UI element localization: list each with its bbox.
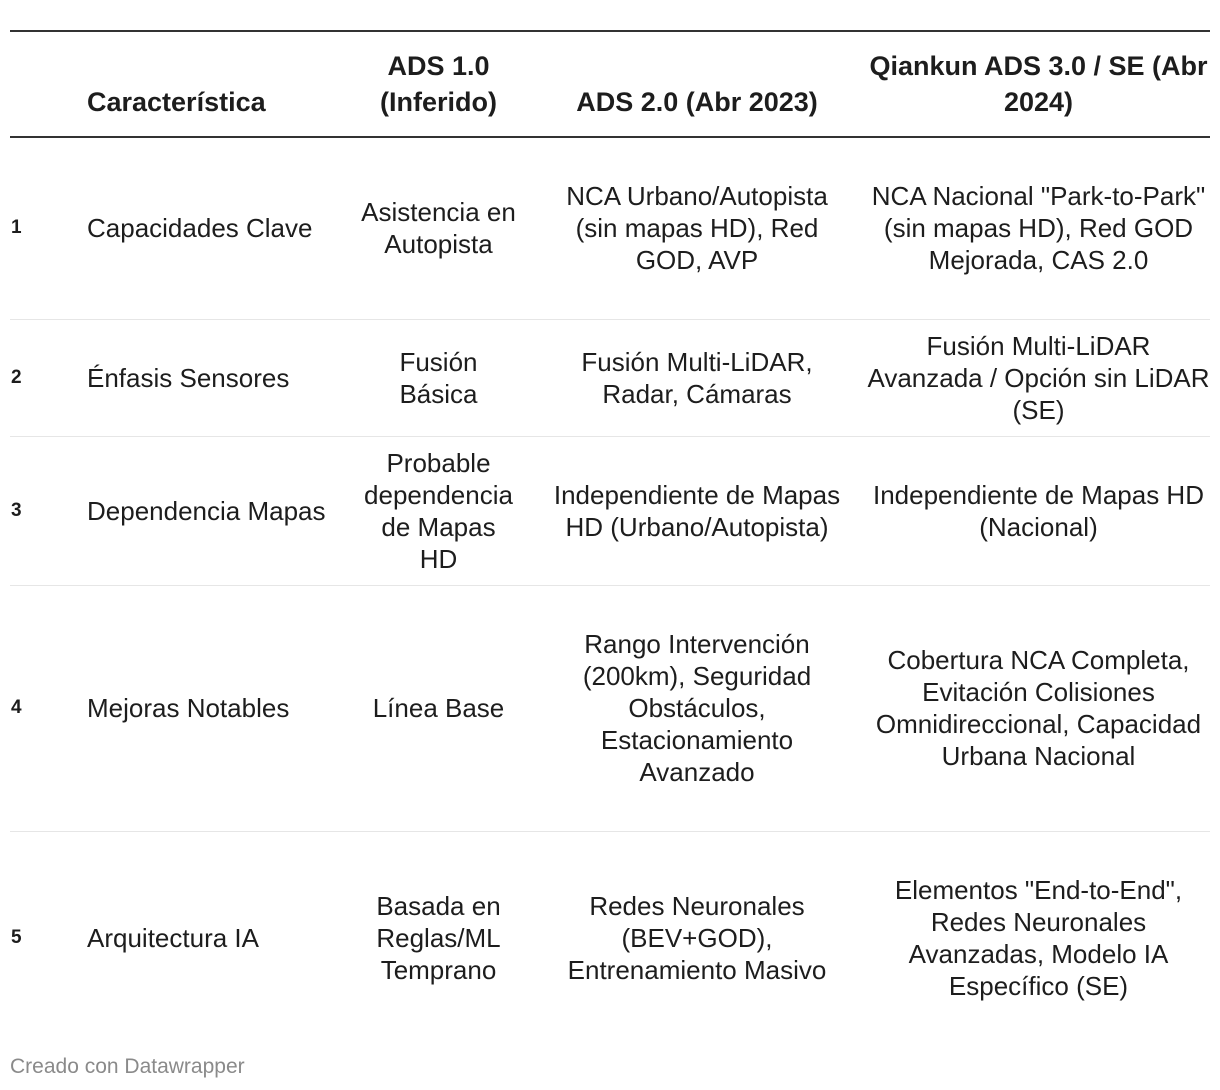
table-row: [10, 436, 1210, 585]
table-body: [10, 137, 1210, 1045]
row-index: 3: [11, 499, 22, 521]
credit-footer: Creado con Datawrapper: [10, 1055, 245, 1078]
comparison-table-container: [10, 30, 1210, 1045]
table-row: [10, 319, 1210, 436]
cell-ads1: Asistencia en Autopista: [361, 197, 516, 260]
row-index: 5: [11, 927, 22, 949]
row-index: 2: [11, 366, 22, 388]
header-feature: Característica: [87, 87, 266, 117]
cell-feature: Énfasis Sensores: [87, 362, 290, 393]
table-row: [10, 585, 1210, 831]
header-index: [10, 31, 78, 137]
header-ads1: ADS 1.0 (Inferido): [380, 51, 497, 117]
cell-feature: Capacidades Clave: [87, 213, 313, 244]
table-row: [10, 831, 1210, 1045]
header-ads2: ADS 2.0 (Abr 2023): [576, 87, 818, 117]
cell-feature: Arquitectura IA: [87, 923, 259, 954]
cell-ads3: Independiente de Mapas HD (Nacional): [872, 479, 1204, 542]
row-index: 4: [11, 697, 22, 718]
cell-ads3: Elementos "End-to-End", Redes Neuronales Avanzadas, Modelo IA Específico (SE): [894, 875, 1183, 1002]
header-row: [10, 31, 1210, 137]
table-header: [10, 31, 1210, 137]
cell-ads2: NCA Urbano/Autopista (sin mapas HD), Red GOD, AVP: [566, 181, 828, 276]
cell-ads3: NCA Nacional "Park-to-Park" (sin mapas HD), Red GOD Mejorada, CAS 2.0: [871, 181, 1206, 276]
cell-ads1: Fusión Básica: [399, 346, 478, 409]
cell-ads2: Rango Intervención (200km), Seguridad Obstáculos, Estacionamiento Avanzado: [582, 629, 812, 787]
cell-feature: Mejoras Notables: [87, 693, 290, 723]
cell-ads3: Fusión Multi-LiDAR Avanzada / Opción sin LiDAR (SE): [867, 330, 1210, 425]
row-index: 1: [11, 217, 22, 239]
cell-ads1: Línea Base: [372, 693, 505, 723]
cell-ads2: Fusión Multi-LiDAR, Radar, Cámaras: [581, 346, 813, 409]
cell-ads2: Redes Neuronales (BEV+GOD), Entrenamiento Masivo: [567, 891, 827, 986]
cell-ads3: Cobertura NCA Completa, Evitación Colisiones Omnidireccional, Capacidad Urbana Nacional: [875, 645, 1202, 771]
header-ads3: Qiankun ADS 3.0 / SE (Abr 2024): [869, 51, 1208, 117]
cell-feature: Dependencia Mapas: [87, 495, 326, 526]
cell-ads1: Probable dependencia de Mapas HD: [364, 447, 513, 574]
cell-ads1: Basada en Reglas/ML Temprano: [376, 891, 501, 986]
cell-ads2: Independiente de Mapas HD (Urbano/Autopista): [553, 479, 841, 542]
comparison-table: [10, 30, 1210, 1045]
table-row: [10, 137, 1210, 319]
